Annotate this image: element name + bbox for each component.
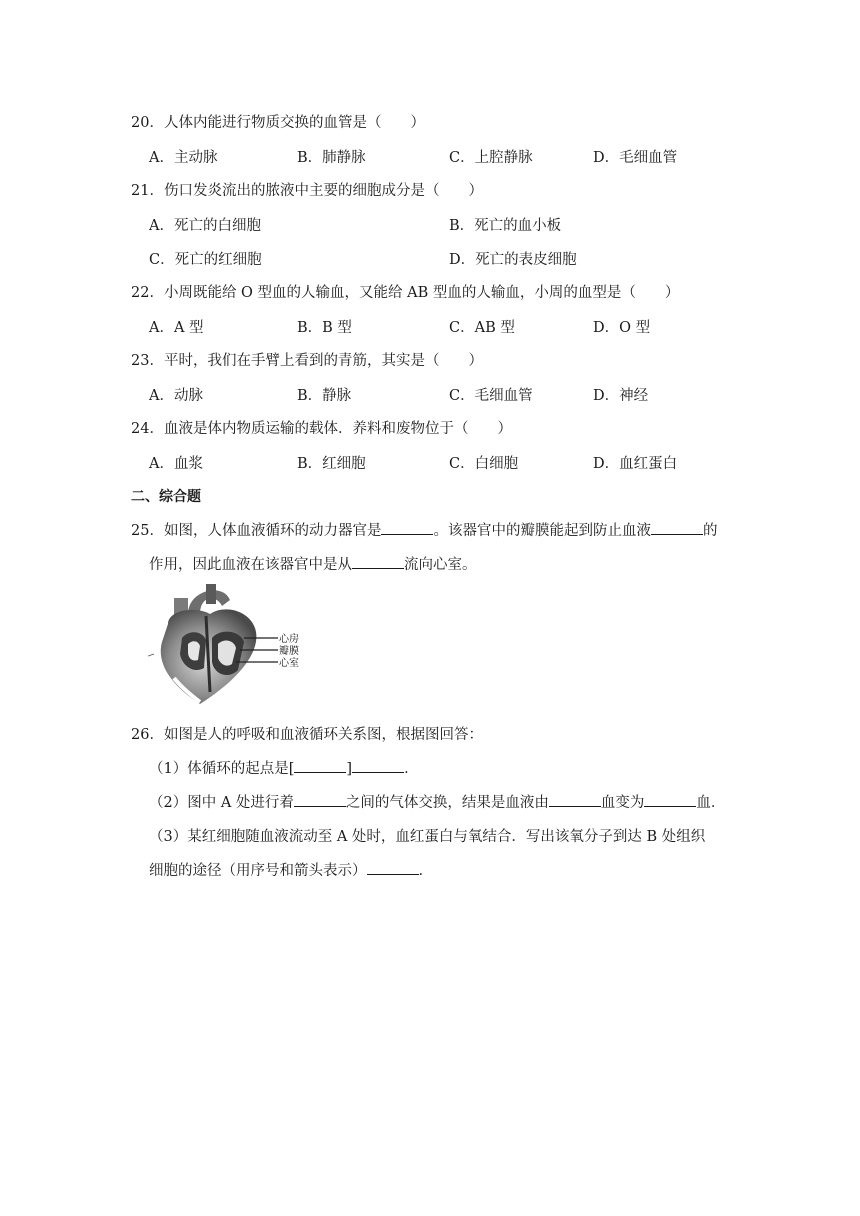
question-22-option-c: C．AB 型 [449,320,515,336]
q26-sub1-text-1: （1）体循环的起点是[ [149,761,295,777]
question-24-option-d: D．血红蛋白 [593,456,678,472]
question-26-sub-3-line-1: （3）某红细胞随血液流动至 A 处时，血红蛋白与氧结合．写出该氧分子到达 B 处组织 [149,829,706,845]
question-26-sub-3-line-2 [149,859,433,880]
question-21-option-d: D．死亡的表皮细胞 [449,252,577,268]
q26-blank-6[interactable] [367,860,419,875]
question-23-option-a: A．动脉 [149,388,203,404]
question-23-option-c: C．毛细血管 [449,388,533,404]
question-23-option-b: B．静脉 [297,388,352,404]
question-21-stem: 21．伤口发炎流出的脓液中主要的细胞成分是（ ） [131,183,483,199]
q25-text-2: 。该器官中的瓣膜能起到防止血液 [433,523,651,539]
q25-text-5: 流向心室。 [404,557,477,573]
q26-sub2-text-2: 之间的气体交换，结果是血液由 [345,795,549,811]
q26-sub2-text-4: 血． [696,795,726,811]
q26-blank-5[interactable] [644,792,696,807]
question-21-option-b: B．死亡的血小板 [449,218,562,234]
question-25-line-2 [149,553,477,574]
heart-diagram [148,580,308,708]
question-20-option-b: B．肺静脉 [297,150,366,166]
question-26-sub-2 [149,791,725,812]
q25-blank-1[interactable] [381,520,433,535]
question-22-option-a: A．A 型 [149,320,204,336]
q26-blank-2[interactable] [352,758,404,773]
q26-sub3-text-2: ． [418,863,433,879]
q26-blank-4[interactable] [549,792,601,807]
question-23-option-d: D．神经 [593,388,649,404]
question-20-option-c: C．上腔静脉 [449,150,533,166]
question-22-option-b: B．B 型 [297,320,352,336]
q26-sub1-text-3: ． [404,761,419,777]
label-ventricle: 心室 [279,658,299,669]
question-23-stem: 23．平时，我们在手臂上看到的青筋，其实是（ ） [131,353,483,369]
question-24-option-b: B．红细胞 [297,456,366,472]
q26-blank-1[interactable] [294,758,346,773]
question-24-option-c: C．白细胞 [449,456,519,472]
question-20-option-d: D．毛细血管 [593,150,678,166]
question-22-stem: 22．小周既能给 O 型血的人输血，又能给 AB 型血的人输血，小周的血型是（ ） [131,285,680,301]
q26-blank-3[interactable] [294,792,346,807]
q25-text-4: 作用，因此血液在该器官中是从 [149,557,352,573]
question-21-option-c: C．死亡的红细胞 [149,252,262,268]
q25-blank-2[interactable] [651,520,703,535]
q25-text-1: 25．如图，人体血液循环的动力器官是 [131,523,382,539]
q26-sub3-text-1: 细胞的途径（用序号和箭头表示） [149,863,367,879]
q26-sub2-text-1: （2）图中 A 处进行着 [149,795,294,811]
question-25-line-1 [131,519,717,540]
question-22-option-d: D．O 型 [593,320,651,336]
question-26-sub-1 [149,757,419,778]
question-20-stem: 20．人体内能进行物质交换的血管是（ ） [131,115,425,131]
label-atrium: 心房 [279,634,299,645]
q25-text-3: 的 [702,523,718,539]
question-24-stem: 24．血液是体内物质运输的载体．养料和废物位于（ ） [131,421,512,437]
question-24-option-a: A．血浆 [149,456,203,472]
question-21-option-a: A．死亡的白细胞 [149,218,261,234]
heart-illustration [148,584,256,704]
section-heading: 二、综合题 [131,489,201,505]
label-valve: 瓣膜 [279,646,299,657]
q25-blank-3[interactable] [352,554,404,569]
q26-sub1-text-2: ] [346,761,353,777]
question-26-stem: 26．如图是人的呼吸和血液循环关系图，根据图回答： [131,727,483,743]
question-20-option-a: A．主动脉 [149,150,218,166]
q26-sub2-text-3: 血变为 [600,795,645,811]
